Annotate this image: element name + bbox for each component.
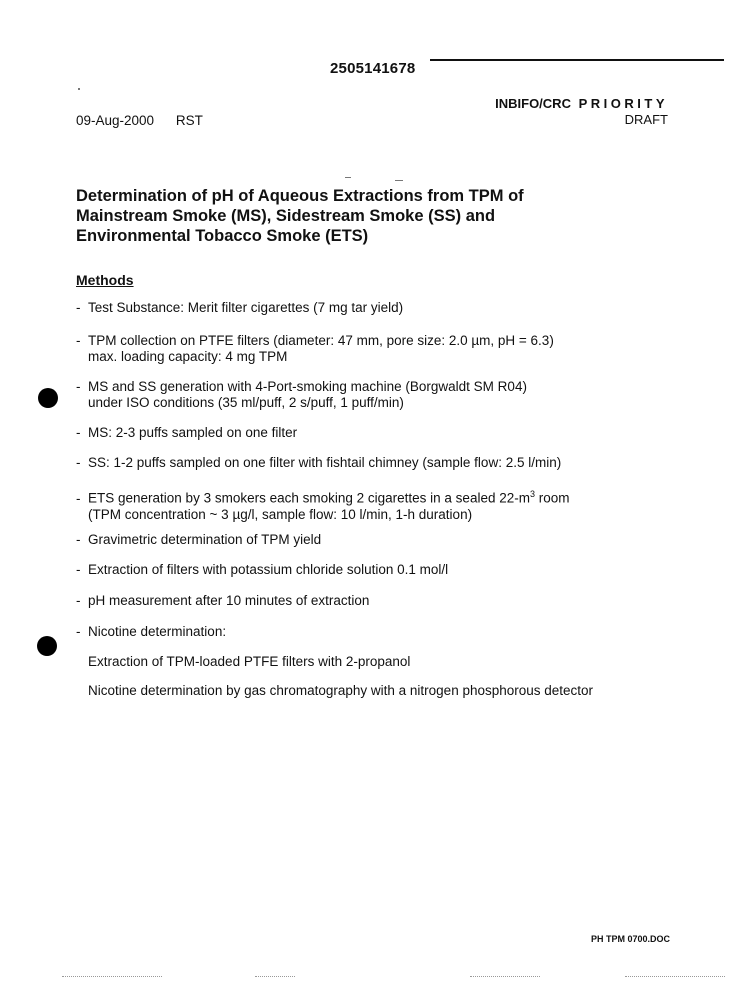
nicotine-subitem: Extraction of TPM-loaded PTFE filters with 2-propanol — [88, 654, 411, 669]
scan-speck — [345, 177, 351, 178]
scan-artifact-line — [625, 976, 725, 977]
document-date: 09-Aug-2000 — [76, 113, 155, 128]
nicotine-subitem: Nicotine determination by gas chromatography with a nitrogen phosphorous detector — [88, 683, 594, 698]
list-item: - Test Substance: Merit filter cigarettes (7 mg tar yield) — [76, 300, 404, 315]
scan-artifact-line — [470, 976, 540, 977]
list-item: - SS: 1-2 puffs sampled on one filter with fishtail chimney (sample flow: 2.5 l/min) — [76, 455, 562, 470]
header-date-line — [76, 113, 221, 128]
scan-artifact-line — [62, 976, 162, 977]
scan-speck — [78, 88, 80, 90]
document-id: 2505141678 — [330, 60, 416, 77]
list-item: - MS: 2-3 puffs sampled on one filter — [76, 425, 298, 440]
list-item: - TPM collection on PTFE filters (diameter: 47 mm, pore size: 2.0 µm, pH = 6.3) max. loading capacity: 4 mg TPM — [76, 333, 554, 364]
org-priority-line — [495, 96, 668, 112]
org-label: INBIFO/CRC — [495, 96, 571, 111]
document-title — [76, 186, 596, 246]
title-line: Determination of pH of Aqueous Extractions from TPM of — [76, 187, 524, 205]
footer-filename: PH TPM 0700.DOC — [590, 934, 670, 944]
title-line: Environmental Tobacco Smoke (ETS) — [76, 227, 369, 245]
list-item: - MS and SS generation with 4-Port-smoking machine (Borgwaldt SM R04) under ISO conditions (35 ml/puff, 2 s/puff, 1 puff/min) — [76, 379, 527, 410]
top-rule — [430, 59, 724, 61]
list-item: - ETS generation by 3 smokers each smoking 2 cigarettes in a sealed $22-m^3$ room (TPM concentration ~ 3 µg/l, sample flow: 10 l/min, 1-h duration) — [76, 489, 570, 522]
list-item: - pH measurement after 10 minutes of extraction — [76, 593, 370, 608]
status-label: DRAFT — [624, 112, 668, 127]
punch-hole-icon — [37, 636, 57, 656]
scan-artifact-line — [255, 976, 295, 977]
methods-heading: Methods — [76, 272, 134, 288]
list-item: - Nicotine determination: — [76, 624, 227, 639]
list-item: - Extraction of filters with potassium chloride solution 0.1 mol/l — [76, 562, 449, 577]
list-item: - Gravimetric determination of TPM yield — [76, 532, 322, 547]
header-right — [495, 96, 668, 128]
title-line: Mainstream Smoke (MS), Sidestream Smoke (SS) and — [76, 207, 496, 225]
scan-speck — [395, 180, 403, 181]
punch-hole-icon — [38, 388, 58, 408]
priority-label: PRIORITY — [578, 96, 668, 111]
author-initials: RST — [175, 113, 203, 128]
